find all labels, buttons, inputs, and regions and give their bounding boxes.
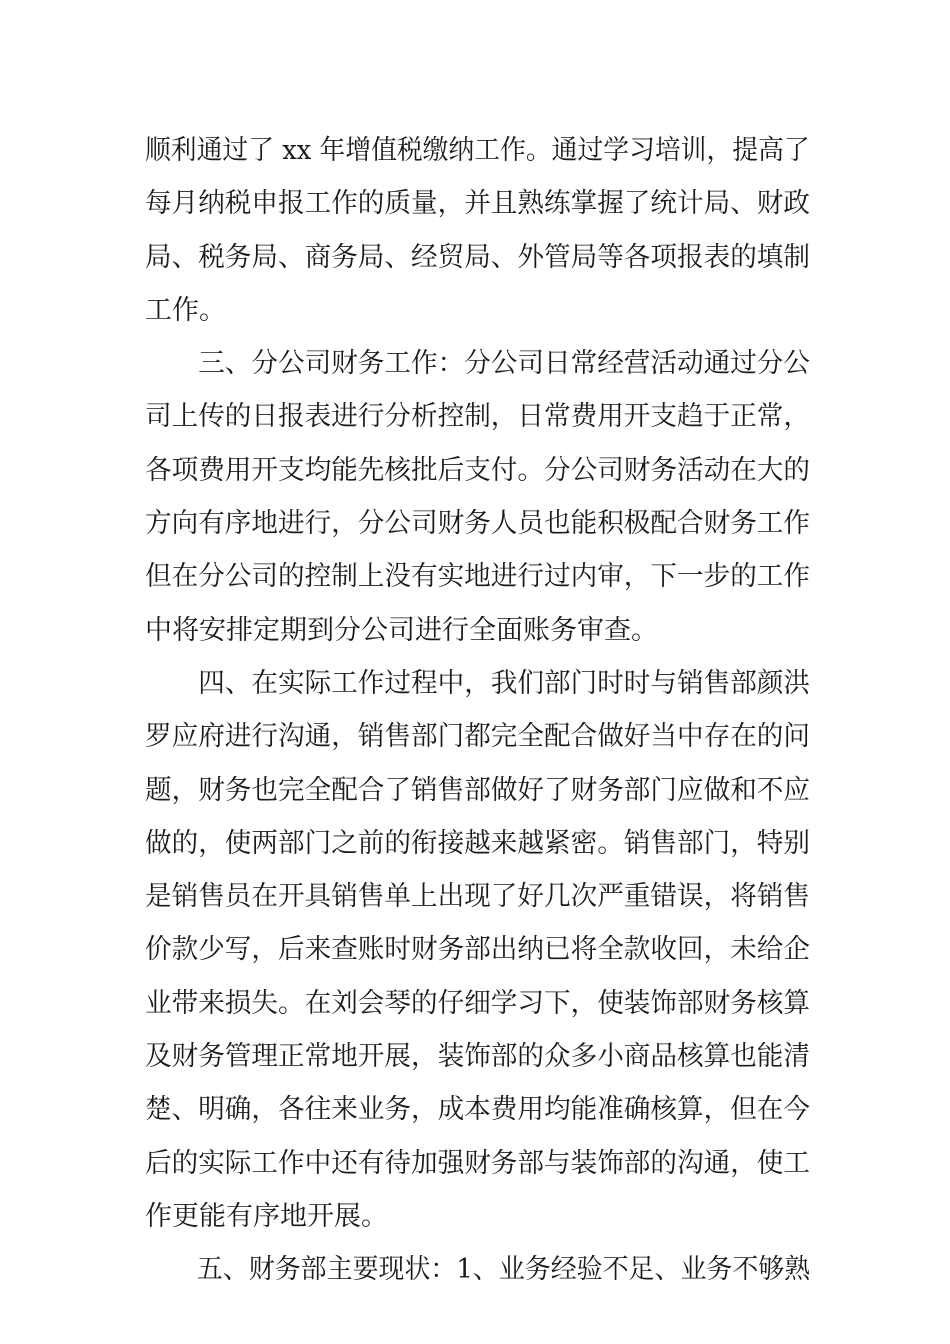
text-line: 工作。 xyxy=(145,294,226,326)
text-line: 局、税务局、商务局、经贸局、外管局等各项报表的填制 xyxy=(145,241,811,273)
body-text xyxy=(145,124,810,1297)
text-line: 顺利通过了 xx 年增值税缴纳工作。通过学习培训，提高了 xyxy=(145,135,810,166)
text-line: 每月纳税申报工作的质量，并且熟练掌握了统计局、财政 xyxy=(145,188,811,220)
text-line: 罗应府进行沟通，销售部门都完全配合做好当中存在的问 xyxy=(145,721,811,753)
text-line: 方向有序地进行，分公司财务人员也能积极配合财务工作 xyxy=(145,508,811,540)
text-line: 各项费用开支均能先核批后支付。分公司财务活动在大的 xyxy=(145,454,811,486)
text-line: 中将安排定期到分公司进行全面账务审查。 xyxy=(145,614,658,646)
text-line: 后的实际工作中还有待加强财务部与装饰部的沟通，使工 xyxy=(145,1147,811,1179)
text-line: 及财务管理正常地开展，装饰部的众多小商品核算也能清 xyxy=(145,1041,811,1073)
paragraph-start-line: 四、在实际工作过程中，我们部门时时与销售部颜洪 xyxy=(198,667,811,699)
text-line: 作更能有序地开展。 xyxy=(145,1200,388,1232)
text-line: 但在分公司的控制上没有实地进行过内审，下一步的工作 xyxy=(145,561,811,593)
paragraph-start-line: 三、分公司财务工作：分公司日常经营活动通过分公 xyxy=(198,348,811,380)
paragraph-start-line: 五、财务部主要现状：1、业务经验不足、业务不够熟 xyxy=(196,1254,811,1286)
text-line: 价款少写，后来查账时财务部出纳已将全款收回，未给企 xyxy=(145,934,811,966)
text-line: 是销售员在开具销售单上出现了好几次严重错误，将销售 xyxy=(145,881,811,913)
text-line: 业带来损失。在刘会琴的仔细学习下，使装饰部财务核算 xyxy=(145,987,811,1019)
text-line: 楚、明确，各往来业务，成本费用均能准确核算，但在今 xyxy=(145,1094,811,1126)
text-line: 司上传的日报表进行分析控制，日常费用开支趋于正常， xyxy=(145,401,811,433)
text-line: 题，财务也完全配合了销售部做好了财务部门应做和不应 xyxy=(145,774,811,806)
text-line: 做的，使两部门之前的衔接越来越紧密。销售部门，特别 xyxy=(145,827,811,859)
